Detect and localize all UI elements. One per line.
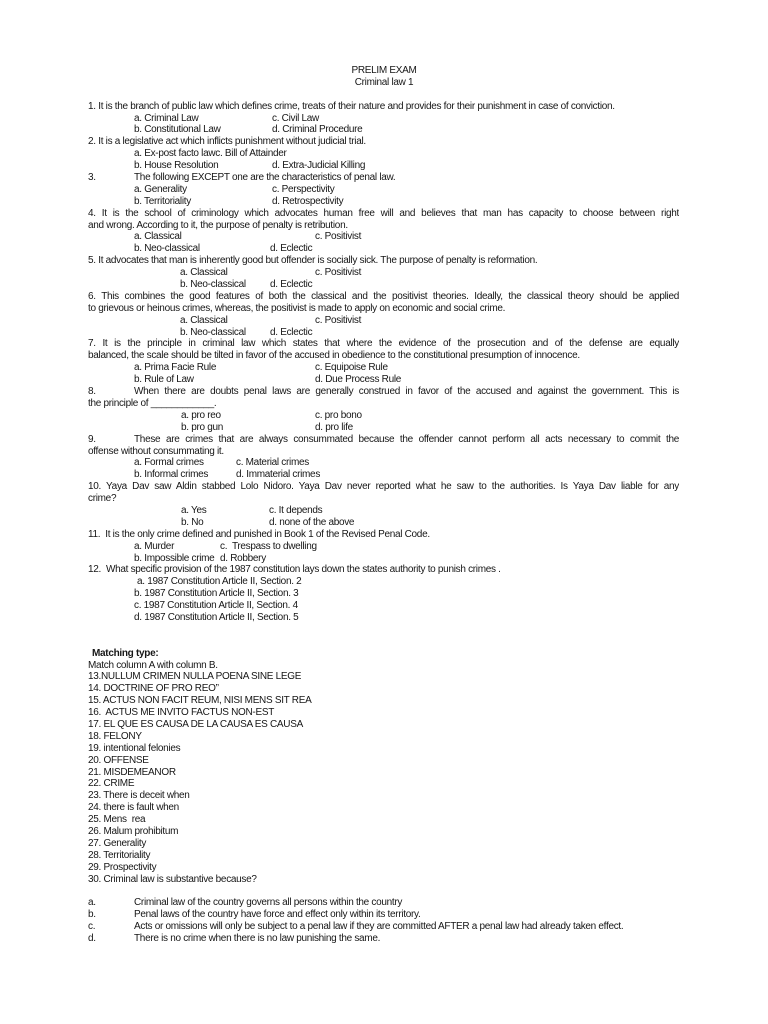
answer-b bbox=[0, 909, 768, 921]
q7-options-ac bbox=[0, 362, 768, 374]
q10-options-ac bbox=[0, 505, 768, 517]
item-18 bbox=[0, 731, 768, 743]
text-segment: b. Neo-classical bbox=[180, 326, 246, 338]
text-segment: Penal laws of the country have force and effect only within its territory. bbox=[134, 909, 421, 921]
text-segment: d. Eclectic bbox=[270, 279, 313, 291]
text-content: These are crimes that are always consummated because the offender cannot perform all acts necessary to commit the bbox=[134, 433, 679, 445]
text-segment: c. 1987 Constitution Article II, Section. 4 bbox=[134, 600, 298, 612]
q11-options-ac bbox=[0, 541, 768, 553]
text-segment: There is no crime when there is no law punishing the same. bbox=[134, 933, 381, 945]
text-segment: a. Classical bbox=[180, 267, 228, 279]
q3-text bbox=[0, 172, 768, 184]
text-segment: d. bbox=[88, 933, 96, 945]
item-26 bbox=[0, 826, 768, 838]
q2-options-bd bbox=[0, 160, 768, 172]
text-content: Matching type: bbox=[92, 647, 159, 659]
text-segment: a. Yes bbox=[181, 504, 207, 516]
item-13 bbox=[0, 671, 768, 683]
q2-options-ac bbox=[0, 148, 768, 160]
q7-text-2 bbox=[0, 350, 768, 362]
text-content: 19. intentional felonies bbox=[88, 742, 181, 754]
item-27 bbox=[0, 838, 768, 850]
text-segment: a. Generality bbox=[134, 183, 187, 195]
q6-options-bd bbox=[0, 327, 768, 339]
text-segment: d. pro life bbox=[315, 421, 353, 433]
text-content: 1. It is the branch of public law which defines crime, treats of their nature and provides for their punishment in case of conviction. bbox=[88, 100, 615, 112]
text-segment: b. Rule of Law bbox=[134, 374, 194, 386]
q9-options-bd bbox=[0, 469, 768, 481]
text-content: 5. It advocates that man is inherently good but offender is socially sick. The purpose of penalty is reformation. bbox=[88, 255, 538, 267]
q1-text bbox=[0, 101, 768, 113]
q3-options-bd bbox=[0, 196, 768, 208]
text-content: balanced, the scale should be tilted in favor of the accused in obedience to the constitutional presumption of innocence. bbox=[88, 350, 580, 362]
text-segment: c. Positivist bbox=[315, 314, 362, 326]
exam-title bbox=[0, 65, 768, 77]
item-21 bbox=[0, 767, 768, 779]
answer-a bbox=[0, 897, 768, 909]
text-segment: b. 1987 Constitution Article II, Section. 3 bbox=[134, 588, 299, 600]
text-segment: c. Material crimes bbox=[236, 457, 309, 469]
text-segment: a. Formal crimes bbox=[134, 457, 204, 469]
item-14 bbox=[0, 683, 768, 695]
q5-options-ac bbox=[0, 267, 768, 279]
item-16 bbox=[0, 707, 768, 719]
q7-options-bd bbox=[0, 374, 768, 386]
q5-options-bd bbox=[0, 279, 768, 291]
q6-options-ac bbox=[0, 315, 768, 327]
matching-instruction bbox=[0, 660, 768, 672]
text-segment: a. Classical bbox=[134, 231, 182, 243]
text-segment: c. pro bono bbox=[315, 409, 362, 421]
text-segment: b. Informal crimes bbox=[134, 469, 209, 481]
answer-d bbox=[0, 933, 768, 945]
q12-option-d bbox=[0, 612, 768, 624]
text-content: When there are doubts penal laws are generally construed in favor of the accused and against the government. This is bbox=[134, 386, 679, 398]
text-content: 21. MISDEMEANOR bbox=[88, 766, 176, 778]
text-segment: b. Neo-classical bbox=[180, 279, 246, 291]
item-25 bbox=[0, 814, 768, 826]
q2-text bbox=[0, 136, 768, 148]
text-content: 15. ACTUS NON FACIT REUM, NISI MENS SIT REA bbox=[88, 695, 312, 707]
text-segment: b. pro gun bbox=[181, 421, 224, 433]
q12-option-b bbox=[0, 588, 768, 600]
q8-text-2 bbox=[0, 398, 768, 410]
text-content: 6. This combines the good features of both the classical and the positivist theories. Ideally, the classical theory should be applied bbox=[88, 290, 679, 302]
item-28 bbox=[0, 850, 768, 862]
q12-option-a bbox=[0, 576, 768, 588]
q4-options-ac bbox=[0, 231, 768, 243]
text-content: 28. Territoriality bbox=[88, 849, 151, 861]
q11-options-bd bbox=[0, 553, 768, 565]
text-content: 13.NULLUM CRIMEN NULLA POENA SINE LEGE bbox=[88, 671, 302, 683]
blank-line bbox=[0, 624, 768, 636]
q4-text-2 bbox=[0, 220, 768, 232]
text-content: 12. What specific provision of the 1987 constitution lays down the states authority to punish crimes . bbox=[88, 564, 501, 576]
text-segment: b. Constitutional Law bbox=[134, 124, 221, 136]
text-segment: b. Territoriality bbox=[134, 195, 191, 207]
text-segment: 3. bbox=[88, 172, 96, 184]
q10-text-1 bbox=[0, 481, 768, 493]
q4-text-1 bbox=[0, 208, 768, 220]
q12-text bbox=[0, 564, 768, 576]
text-segment: a. pro reo bbox=[181, 409, 221, 421]
text-content: 2. It is a legislative act which inflicts punishment without judicial trial. bbox=[88, 136, 366, 148]
blank-line bbox=[0, 89, 768, 101]
text-segment: d. Eclectic bbox=[270, 326, 313, 338]
q8-text-1 bbox=[0, 386, 768, 398]
text-segment: c. Civil Law bbox=[272, 112, 319, 124]
matching-type-heading bbox=[0, 648, 768, 660]
text-segment: a. Criminal Law bbox=[134, 112, 199, 124]
text-content: the principle of ____________. bbox=[88, 397, 217, 409]
item-24 bbox=[0, 802, 768, 814]
item-15 bbox=[0, 695, 768, 707]
question-number: 8. bbox=[88, 386, 96, 398]
text-content: 22. CRIME bbox=[88, 778, 135, 790]
text-content: 29. Prospectivity bbox=[88, 861, 157, 873]
blank-line bbox=[0, 885, 768, 897]
item-19 bbox=[0, 743, 768, 755]
q10-options-bd bbox=[0, 517, 768, 529]
text-content: 18. FELONY bbox=[88, 730, 142, 742]
text-segment: a. Murder bbox=[134, 540, 175, 552]
exam-subtitle bbox=[0, 77, 768, 89]
text-segment: d. Criminal Procedure bbox=[272, 124, 363, 136]
text-segment: a. bbox=[88, 897, 96, 909]
q6-text-2 bbox=[0, 303, 768, 315]
text-segment: d. none of the above bbox=[269, 516, 355, 528]
text-content: 23. There is deceit when bbox=[88, 790, 190, 802]
text-content: and wrong. According to it, the purpose of penalty is retribution. bbox=[88, 219, 348, 231]
q10-text-2 bbox=[0, 493, 768, 505]
text-segment: d. Immaterial crimes bbox=[236, 469, 321, 481]
text-content: 14. DOCTRINE OF PRO REO” bbox=[88, 683, 219, 695]
text-segment: d. 1987 Constitution Article II, Section. 5 bbox=[134, 611, 299, 623]
q7-text-1 bbox=[0, 338, 768, 350]
q6-text-1 bbox=[0, 291, 768, 303]
q9-text-2 bbox=[0, 446, 768, 458]
text-segment: a. Prima Facie Rule bbox=[134, 362, 217, 374]
q11-text bbox=[0, 529, 768, 541]
text-content: 10. Yaya Dav saw Aldin stabbed Lolo Nidoro. Yaya Dav never reported what he saw to the authorities. Is Yaya Dav liable for any bbox=[88, 481, 679, 493]
text-segment: a. 1987 Constitution Article II, Section. 2 bbox=[137, 576, 302, 588]
q8-options-ac bbox=[0, 410, 768, 422]
item-20 bbox=[0, 755, 768, 767]
text-content: crime? bbox=[88, 493, 117, 505]
q8-options-bd bbox=[0, 422, 768, 434]
text-segment: c. Trespass to dwelling bbox=[220, 540, 317, 552]
text-content: 30. Criminal law is substantive because? bbox=[88, 873, 257, 885]
text-segment: a. Ex-post facto lawc. Bill of Attainder bbox=[134, 148, 287, 160]
text-segment: d. Robbery bbox=[220, 552, 266, 564]
text-content: 11. It is the only crime defined and punished in Book 1 of the Revised Penal Code. bbox=[88, 528, 430, 540]
text-content: Criminal law 1 bbox=[354, 76, 414, 88]
text-segment: Acts or omissions will only be subject to a penal law if they are committed AFTER a penal law had already taken effect. bbox=[134, 921, 624, 933]
q9-text-1 bbox=[0, 434, 768, 446]
text-segment: c. Perspectivity bbox=[272, 183, 335, 195]
text-content: 17. EL QUE ES CAUSA DE LA CAUSA ES CAUSA bbox=[88, 718, 303, 730]
text-content: 25. Mens rea bbox=[88, 814, 146, 826]
text-segment: d. Due Process Rule bbox=[315, 374, 402, 386]
item-23 bbox=[0, 790, 768, 802]
q12-option-c bbox=[0, 600, 768, 612]
text-content: to grievous or heinous crimes, whereas, the positivist is made to apply on economic and social crime. bbox=[88, 302, 506, 314]
q9-options-ac bbox=[0, 457, 768, 469]
text-segment: c. Equipoise Rule bbox=[315, 362, 388, 374]
item-29 bbox=[0, 862, 768, 874]
text-segment: a. Classical bbox=[180, 314, 228, 326]
text-segment: b. House Resolution bbox=[134, 160, 219, 172]
q4-options-bd bbox=[0, 243, 768, 255]
text-content: 7. It is the principle in criminal law which states that where the evidence of the prosecution and of the defense are equally bbox=[88, 338, 679, 350]
text-segment: d. Retrospectivity bbox=[272, 195, 344, 207]
text-segment: d. Eclectic bbox=[270, 243, 313, 255]
text-segment: The following EXCEPT one are the characteristics of penal law. bbox=[134, 172, 396, 184]
text-segment: c. Positivist bbox=[315, 231, 362, 243]
text-segment: c. It depends bbox=[269, 504, 323, 516]
text-segment: b. No bbox=[181, 516, 204, 528]
q5-text bbox=[0, 255, 768, 267]
text-segment: d. Extra-Judicial Killing bbox=[272, 160, 366, 172]
question-number: 9. bbox=[88, 433, 96, 445]
q1-options-bd bbox=[0, 124, 768, 136]
answer-c bbox=[0, 921, 768, 933]
text-segment: b. bbox=[88, 909, 96, 921]
text-content: 24. there is fault when bbox=[88, 802, 179, 814]
q3-options-ac bbox=[0, 184, 768, 196]
text-segment: c. Positivist bbox=[315, 267, 362, 279]
text-content: offense without consummating it. bbox=[88, 445, 224, 457]
text-segment: Criminal law of the country governs all persons within the country bbox=[134, 897, 403, 909]
text-content: 20. OFFENSE bbox=[88, 754, 149, 766]
text-content: 26. Malum prohibitum bbox=[88, 826, 179, 837]
q1-options-ac bbox=[0, 113, 768, 125]
text-content: 27. Generality bbox=[88, 837, 147, 849]
text-content: 4. It is the school of criminology which advocates human free will and believes that man has capacity to choose between right bbox=[88, 207, 679, 219]
text-content: Match column A with column B. bbox=[88, 659, 218, 671]
item-17 bbox=[0, 719, 768, 731]
text-segment: b. Impossible crime bbox=[134, 552, 215, 564]
text-segment: b. Neo-classical bbox=[134, 243, 200, 255]
text-segment: c. bbox=[88, 921, 96, 933]
text-content: 16. ACTUS ME INVITO FACTUS NON-EST bbox=[88, 707, 275, 719]
text-content: PRELIM EXAM bbox=[351, 65, 417, 76]
item-22 bbox=[0, 778, 768, 790]
blank-line bbox=[0, 636, 768, 648]
item-30 bbox=[0, 874, 768, 886]
